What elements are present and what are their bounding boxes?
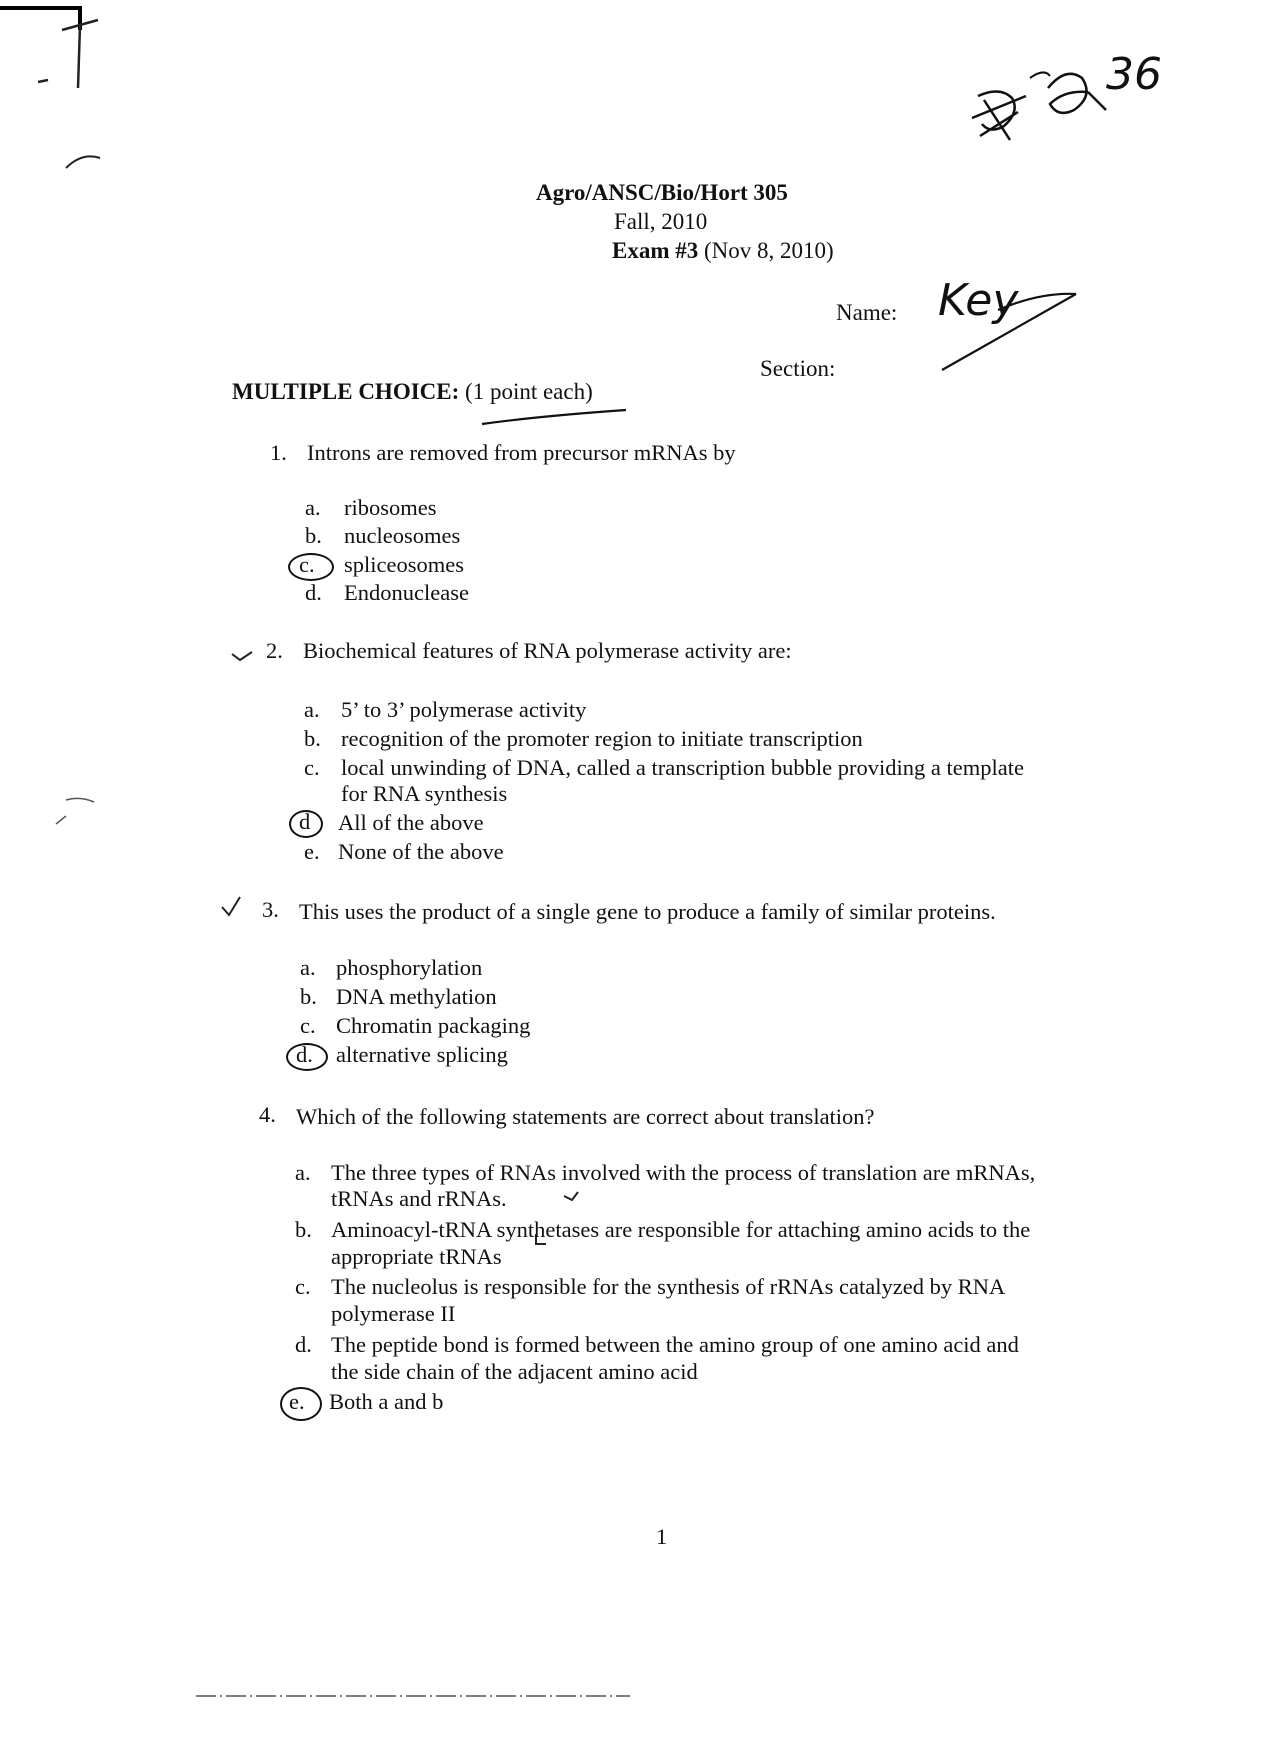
q2-option-d-text: All of the above: [338, 810, 484, 835]
tick-mark-4a: [564, 1192, 578, 1200]
q4-option-d-letter: d.: [295, 1332, 312, 1357]
q1-option-c-text: spliceosomes: [344, 552, 464, 577]
question-2-number: 2.: [266, 638, 283, 663]
question-3-number: 3.: [262, 897, 279, 922]
q4-option-b-text: Aminoacyl-tRNA synthetases are responsible for attaching amino acids to the: [331, 1217, 1031, 1242]
margin-tick: [56, 798, 94, 824]
q3-option-c-letter: c.: [300, 1013, 316, 1038]
q1-option-b-letter: b.: [305, 523, 322, 548]
q3-option-d-text: alternative splicing: [336, 1042, 508, 1067]
q3-option-b-letter: b.: [300, 984, 317, 1009]
scribble-mark: [972, 91, 1026, 140]
q4-option-c-text: The nucleolus is responsible for the synthesis of rRNAs catalyzed by RNA: [331, 1274, 1006, 1299]
q1-option-c-letter: c.: [299, 552, 315, 577]
section-heading: [232, 379, 593, 405]
q4-option-a-text-cont: tRNAs and rRNAs.: [331, 1186, 507, 1211]
q3-option-d-letter: d.: [296, 1042, 313, 1067]
exam-date: (Nov 8, 2010): [704, 238, 834, 263]
check-mark-q3: [222, 897, 240, 915]
q3-option-a-text: phosphorylation: [336, 955, 483, 980]
q1-option-a-letter: a.: [305, 495, 321, 520]
t-mark: [38, 20, 98, 88]
q2-option-c-text-cont: for RNA synthesis: [341, 781, 508, 806]
page-number: 1: [656, 1524, 668, 1549]
margin-arc: [66, 156, 100, 168]
term: Fall, 2010: [614, 209, 708, 234]
q2-option-a-letter: a.: [304, 697, 320, 722]
q2-option-a-text: 5’ to 3’ polymerase activity: [341, 697, 587, 722]
q1-option-a-text: ribosomes: [344, 495, 437, 520]
question-1-number: 1.: [270, 440, 287, 465]
scan-border-mark: [0, 8, 80, 30]
q4-option-d-text: The peptide bond is formed between the amino group of one amino acid and: [331, 1332, 1019, 1357]
question-3-text: This uses the product of a single gene to produce a family of similar proteins.: [299, 899, 996, 924]
name-label: Name:: [836, 300, 898, 325]
question-4-text: Which of the following statements are correct about translation?: [296, 1104, 875, 1129]
check-mark-q2: [232, 652, 252, 660]
question-4-number: 4.: [259, 1102, 276, 1127]
q4-option-c-text-cont: polymerase II: [331, 1301, 456, 1326]
q2-option-e-text: None of the above: [338, 839, 504, 864]
q4-option-a-letter: a.: [295, 1160, 311, 1185]
q4-option-b-letter: b.: [295, 1217, 312, 1242]
q4-option-c-letter: c.: [295, 1274, 311, 1299]
q2-option-c-text: local unwinding of DNA, called a transcription bubble providing a template: [341, 755, 1024, 780]
q2-option-e-letter: e.: [304, 839, 320, 864]
q4-option-a-text: The three types of RNAs involved with the process of translation are mRNAs,: [331, 1160, 1036, 1185]
q4-option-b-text-cont: appropriate tRNAs: [331, 1244, 502, 1269]
score-handwritten: 36: [1106, 49, 1162, 100]
section-label: Section:: [760, 356, 836, 381]
q2-option-d-letter: d: [299, 809, 311, 834]
q1-option-d-letter: d.: [305, 580, 322, 605]
name-handwritten: Key: [938, 275, 1019, 326]
q2-option-b-text: recognition of the promoter region to initiate transcription: [341, 726, 863, 751]
q2-option-c-letter: c.: [304, 755, 320, 780]
course-title: Agro/ANSC/Bio/Hort 305: [536, 180, 788, 205]
q2-option-b-letter: b.: [304, 726, 321, 751]
q1-option-d-text: Endonuclease: [344, 580, 469, 605]
question-1-text: Introns are removed from precursor mRNAs by: [307, 440, 736, 465]
section-title: MULTIPLE CHOICE:: [232, 379, 460, 404]
q4-option-e-letter: e.: [289, 1389, 305, 1414]
points-underline: [482, 410, 626, 424]
q3-option-a-letter: a.: [300, 955, 316, 980]
q4-option-d-text-cont: the side chain of the adjacent amino acid: [331, 1359, 698, 1384]
section-points: (1 point each): [465, 379, 593, 404]
q3-option-c-text: Chromatin packaging: [336, 1013, 531, 1038]
exam-label: Exam #3: [612, 238, 699, 263]
question-2-text: Biochemical features of RNA polymerase activity are:: [303, 638, 792, 663]
exam-line: [612, 238, 834, 264]
scribble-mark-2: [1048, 74, 1106, 113]
q1-option-b-text: nucleosomes: [344, 523, 461, 548]
q4-option-e-text: Both a and b: [329, 1389, 444, 1414]
corner-arc: [1030, 72, 1050, 78]
q3-option-b-text: DNA methylation: [336, 984, 497, 1009]
